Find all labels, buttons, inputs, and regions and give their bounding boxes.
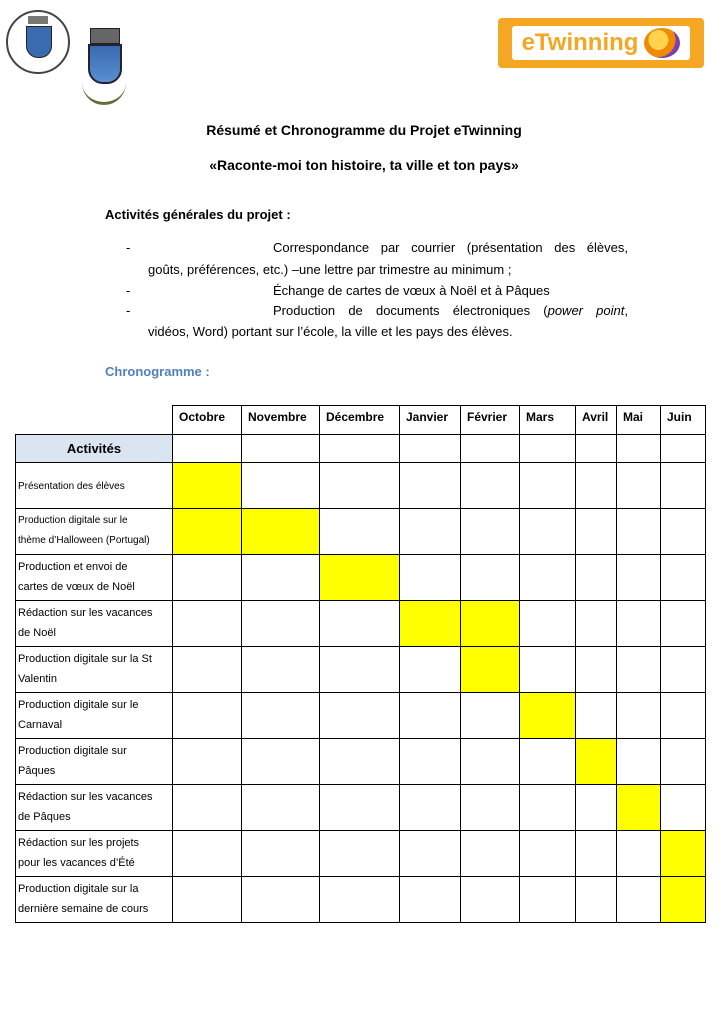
scheduled-cell [400,601,461,647]
activity-label-line2: Pâques [18,765,56,777]
empty-cell [617,555,661,601]
activity-cell [16,739,173,785]
activity-label-line2: Carnaval [18,719,63,731]
page-title: Résumé et Chronogramme du Projet eTwinning [206,122,522,138]
empty-cell [320,509,400,555]
empty-cell [400,831,461,877]
scheduled-cell [173,509,242,555]
scheduled-cell [320,555,400,601]
empty-cell [461,877,520,923]
empty-cell [461,555,520,601]
table-row [16,601,706,647]
empty-cell [461,509,520,555]
table-cell [617,435,661,463]
empty-cell [520,831,576,877]
month-header: Octobre [173,406,242,435]
month-header: Décembre [320,406,400,435]
etwinning-wordmark: eTwinning [521,29,639,56]
activity-label-line2: de Noël [18,627,56,639]
empty-cell [173,555,242,601]
activity-cell [16,647,173,693]
empty-cell [661,509,706,555]
bullet-text: Production de documents électroniques (power point, [273,303,628,318]
empty-cell [400,509,461,555]
empty-cell [520,509,576,555]
month-header: Novembre [242,406,320,435]
activity-label-line1: Rédaction sur les vacances [18,607,153,619]
empty-cell [576,693,617,739]
seal-crown-icon [28,16,48,24]
activity-label-line1: Rédaction sur les vacances [18,791,153,803]
table-cell [242,435,320,463]
table-cell [320,435,400,463]
empty-cell [400,785,461,831]
empty-cell [461,785,520,831]
parish-coat-of-arms-logo [82,28,126,106]
activity-cell [16,785,173,831]
empty-cell [173,647,242,693]
empty-cell [400,555,461,601]
empty-cell [576,555,617,601]
empty-cell [576,509,617,555]
empty-cell [320,693,400,739]
scheduled-cell [617,785,661,831]
empty-cell [173,785,242,831]
empty-cell [320,463,400,509]
table-corner [16,406,173,435]
activity-label-line1: Production digitale sur le [18,515,128,526]
activity-label-line2: dernière semaine de cours [18,903,149,915]
bullet-dash: - [126,283,131,298]
month-header: Juin [661,406,706,435]
activity-label-line1: Production digitale sur la [18,883,139,895]
empty-cell [242,693,320,739]
empty-cell [400,877,461,923]
empty-cell [242,831,320,877]
activity-cell [16,693,173,739]
activity-label-line1: Présentation des élèves [18,480,125,492]
seal-shield-icon [26,26,52,58]
table-cell [520,435,576,463]
empty-cell [173,693,242,739]
activities-column-header: Activités [16,435,173,463]
empty-cell [661,555,706,601]
table-row [16,877,706,923]
empty-cell [661,647,706,693]
empty-cell [320,601,400,647]
etwinning-logo [498,18,704,68]
table-row [16,785,706,831]
empty-cell [576,877,617,923]
empty-cell [173,739,242,785]
empty-cell [520,785,576,831]
empty-cell [320,831,400,877]
empty-cell [520,463,576,509]
empty-cell [242,601,320,647]
empty-cell [520,877,576,923]
empty-cell [461,831,520,877]
activity-label-line2: Valentin [18,673,57,685]
empty-cell [617,647,661,693]
table-cell [173,435,242,463]
table-row [16,509,706,555]
activity-label-line2: cartes de vœux de Noël [18,581,135,593]
empty-cell [520,647,576,693]
bullet-text: Échange de cartes de vœux à Noël et à Pâques [273,283,550,298]
empty-cell [320,877,400,923]
month-header: Mai [617,406,661,435]
empty-cell [400,647,461,693]
activity-cell [16,877,173,923]
scheduled-cell [520,693,576,739]
empty-cell [242,739,320,785]
table-cell [661,435,706,463]
table-row [16,647,706,693]
bullet-continuation: goûts, préférences, etc.) –une lettre par trimestre au minimum ; [148,262,512,277]
activity-cell [16,555,173,601]
activity-label-line1: Production digitale sur la St [18,653,152,665]
activity-cell [16,463,173,509]
bullet-dash: - [126,303,131,318]
empty-cell [576,601,617,647]
empty-cell [617,831,661,877]
bullet-dash: - [126,240,131,255]
empty-cell [617,739,661,785]
empty-cell [173,601,242,647]
empty-cell [242,647,320,693]
activity-label-line2: pour les vacances d’Été [18,857,135,869]
activity-cell [16,601,173,647]
coat-wreath-icon [82,72,126,105]
empty-cell [617,601,661,647]
empty-cell [617,463,661,509]
empty-cell [173,831,242,877]
bullet-continuation: vidéos, Word) portant sur l’école, la ville et les pays des élèves. [148,324,513,339]
empty-cell [242,463,320,509]
activities-header-row [16,435,706,463]
activity-label-line2: de Pâques [18,811,71,823]
activity-label-line1: Rédaction sur les projets [18,837,140,849]
empty-cell [576,785,617,831]
table-row [16,555,706,601]
empty-cell [661,693,706,739]
empty-cell [461,739,520,785]
empty-cell [320,739,400,785]
empty-cell [400,463,461,509]
month-header: Mars [520,406,576,435]
empty-cell [320,785,400,831]
activity-cell [16,509,173,555]
table-cell [461,435,520,463]
coat-crown-icon [90,28,120,44]
empty-cell [520,601,576,647]
scheduled-cell [173,463,242,509]
empty-cell [242,785,320,831]
empty-cell [320,647,400,693]
bullet-text: Correspondance par courrier (présentation des élèves, [273,240,628,255]
empty-cell [461,693,520,739]
scheduled-cell [242,509,320,555]
scheduled-cell [461,601,520,647]
activities-heading: Activités générales du projet : [105,207,291,222]
empty-cell [242,555,320,601]
empty-cell [576,831,617,877]
month-header: Janvier [400,406,461,435]
chronogram-heading: Chronogramme : [105,364,210,379]
empty-cell [173,877,242,923]
activity-label-line1: Production digitale sur le [18,699,139,711]
empty-cell [520,739,576,785]
activity-label-line2: thème d’Halloween (Portugal) [18,535,150,546]
activity-cell [16,831,173,877]
scheduled-cell [576,739,617,785]
empty-cell [661,601,706,647]
page-subtitle: «Raconte-moi ton histoire, ta ville et ton pays» [209,157,519,173]
empty-cell [617,509,661,555]
empty-cell [576,463,617,509]
scheduled-cell [661,831,706,877]
empty-cell [242,877,320,923]
empty-cell [400,693,461,739]
empty-cell [520,555,576,601]
month-header: Avril [576,406,617,435]
table-row [16,463,706,509]
table-row [16,693,706,739]
scheduled-cell [461,647,520,693]
empty-cell [576,647,617,693]
month-header: Février [461,406,520,435]
table-row [16,831,706,877]
activity-label-line1: Production et envoi de [18,561,128,573]
empty-cell [617,877,661,923]
empty-cell [661,463,706,509]
activity-label-line1: Production digitale sur [18,745,127,757]
etwinning-stars-icon [644,28,680,58]
empty-cell [617,693,661,739]
empty-cell [661,785,706,831]
chronogram-table [15,405,706,923]
scheduled-cell [661,877,706,923]
empty-cell [461,463,520,509]
empty-cell [661,739,706,785]
table-cell [400,435,461,463]
month-header-row [16,406,706,435]
municipality-seal-logo [6,10,70,74]
table-row [16,739,706,785]
table-cell [576,435,617,463]
empty-cell [400,739,461,785]
